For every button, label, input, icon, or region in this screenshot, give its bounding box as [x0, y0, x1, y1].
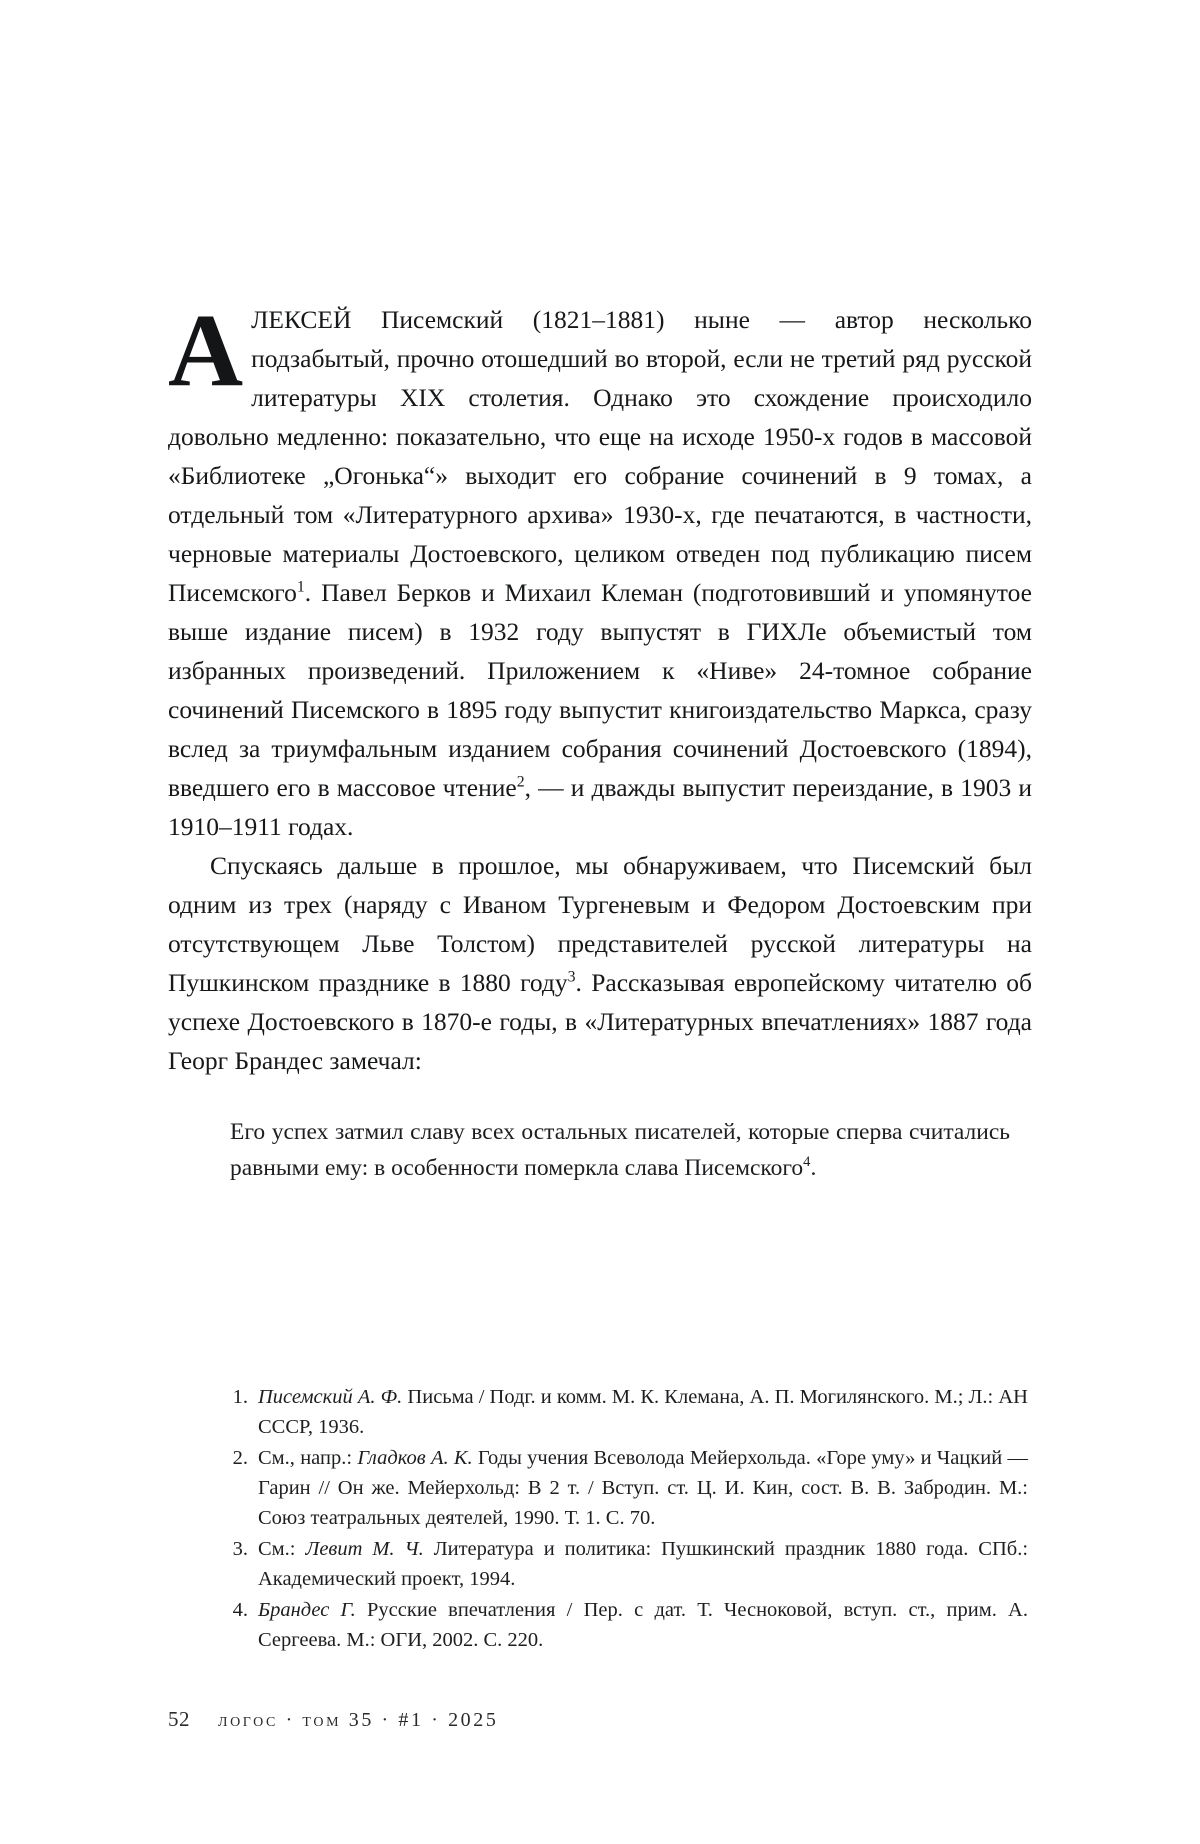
footnote-item — [228, 1382, 1028, 1442]
paragraph-one-lead: ЛЕКСЕЙ Писемский (1821–1881) ныне — автор несколько подзабытый, прочно отошедший во второй, если не третий ряд русской литературы XIX столетия. Однако это схождение происходило довольно медленно: показательно, что еще на исходе 1950-х годов в массовой «Библиотеке „Огонька“» выходит его собрание сочинений в 9 томах, а отдельный том «Литературного архива» 1930-х, где печатаются, в частности, черновые материалы Достоевского, целиком отведен под публикацию писем Писемского — [168, 305, 1032, 607]
paragraph-one-middle: . Павел Берков и Михаил Клеман (подготовивший и упомянутое выше издание писем) в 1932 году выпустят в ГИХЛе объемистый том избранных произведений. Приложением к «Ниве» 24-томное собрание сочинений Писемского в 1895 году выпустит книгоиздательство Маркса, сразу вслед за триумфальным изданием собрания сочинений Достоевского (1894), введшего его в массовое чтение — [168, 578, 1032, 802]
footnote-number: 3. — [232, 1538, 248, 1560]
blockquote-tail: . — [810, 1155, 817, 1181]
footnote-item — [228, 1534, 1028, 1594]
footnote-text: Русские впечатления / Пер. с дат. Т. Чесноковой, вступ. ст., прим. А. Сергеева. М.: ОГИ, 2002. С. 220. — [258, 1599, 1028, 1651]
footnote-body — [258, 1382, 1028, 1442]
footnote-prefix: См., напр.: — [258, 1447, 358, 1469]
drop-cap: А — [168, 293, 244, 408]
footnote-prefix: См.: — [258, 1538, 306, 1560]
footnote-ref-1[interactable]: 1 — [296, 578, 305, 596]
article-body — [168, 293, 1032, 1186]
footnote-body — [258, 1443, 1028, 1533]
footnote-text: Письма / Подг. и комм. М. К. Клемана, А. П. Могилянского. М.; Л.: АН СССР, 1936. — [258, 1386, 1028, 1438]
paragraph-two — [168, 846, 1032, 1080]
footnote-body — [258, 1534, 1028, 1594]
page-number: 52 — [168, 1707, 190, 1731]
paragraph-one-tail: , — и дважды выпустит переиздание, в 1903 и 1910–1911 годах. — [168, 773, 1032, 841]
running-title: логос · том 35 · #1 · 2025 — [218, 1709, 499, 1731]
footnote-author: Писемский А. Ф. — [258, 1386, 403, 1408]
footnote-author: Левит М. Ч. — [305, 1538, 424, 1560]
footnote-text: Годы учения Всеволода Мейерхольда. «Горе уму» и Чацкий — Гарин // Он же. Мейерхольд: В 2 т. / Вступ. ст. Ц. И. Кин, сост. В. В. Забродин. М.: Союз театральных деятелей, 1990. Т. 1. С. 70. — [258, 1447, 1028, 1529]
footnote-number: 2. — [232, 1447, 248, 1469]
blockquote — [230, 1114, 1010, 1186]
footnote-body — [258, 1595, 1028, 1655]
footnotes-list — [228, 1382, 1028, 1656]
paragraph-two-tail: . Рассказывая европейскому читателю об успехе Достоевского в 1870-е годы, в «Литературных впечатлениях» 1887 года Георг Брандес замечал: — [168, 968, 1032, 1075]
page-footer — [168, 1707, 498, 1732]
paragraph-one — [168, 293, 1032, 846]
blockquote-text: Его успех затмил славу всех остальных писателей, которые сперва считались равными ему: в особенности померкла слава Писемского — [230, 1119, 1010, 1181]
footnote-item — [228, 1443, 1028, 1533]
paragraph-two-lead: Спускаясь дальше в прошлое, мы обнаруживаем, что Писемский был одним из трех (наряду с Иваном Тургеневым и Федором Достоевским при отсутствующем Льве Толстом) представителей русской литературы на Пушкинском празднике в 1880 году — [168, 851, 1032, 997]
footnote-ref-3[interactable]: 3 — [567, 968, 576, 986]
footnote-number: 1. — [232, 1386, 248, 1408]
footnote-text: Литература и политика: Пушкинский праздник 1880 года. СПб.: Академический проект, 1994. — [258, 1538, 1029, 1590]
footnote-ref-4[interactable]: 4 — [803, 1154, 811, 1171]
footnote-author: Брандес Г. — [258, 1599, 356, 1621]
footnote-item — [228, 1595, 1028, 1655]
footnote-author: Гладков А. К. — [357, 1447, 473, 1469]
footnote-ref-2[interactable]: 2 — [516, 773, 525, 791]
footnote-number: 4. — [232, 1599, 248, 1621]
